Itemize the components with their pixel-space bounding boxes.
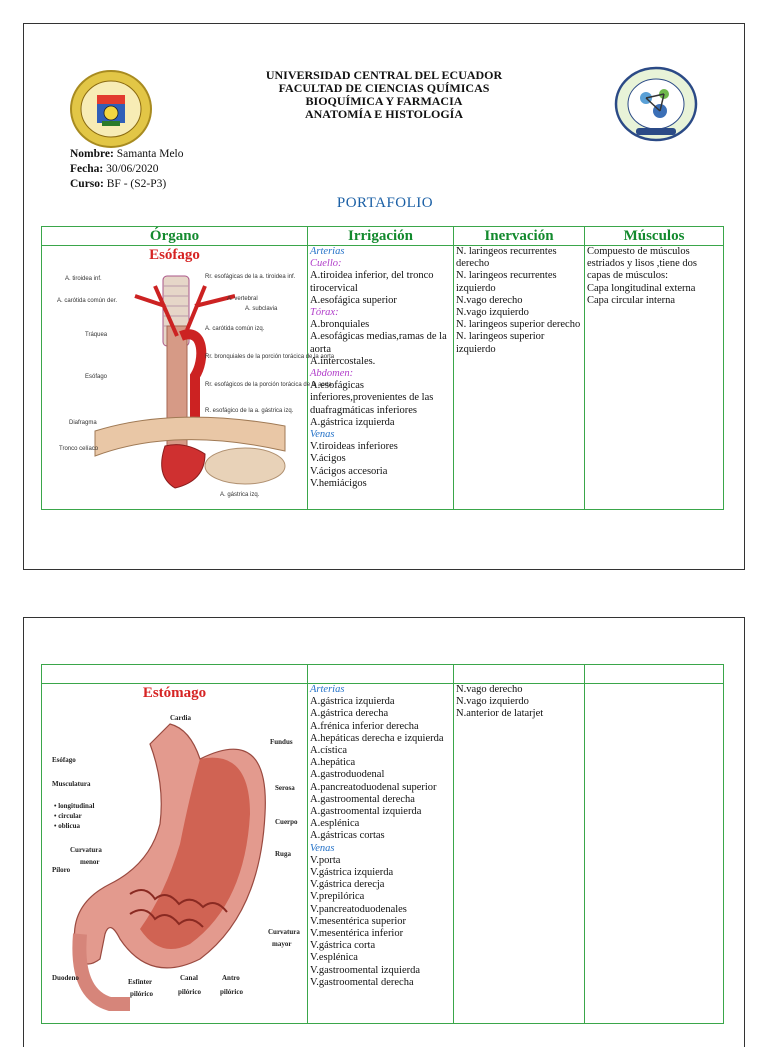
irrigacion-cell <box>308 684 454 1024</box>
label-diafragma: Diafragma <box>68 420 97 426</box>
musculos-item: Capa longitudinal externa <box>587 282 696 294</box>
irrigacion-item: A.gástrica izquierda <box>310 696 395 708</box>
inervacion-cell <box>454 246 585 510</box>
label-carotida-comun-der: A. carótida común der. <box>56 298 117 304</box>
label-canal: Canal <box>179 974 198 982</box>
irrigacion-item: V.gastroomental derecha <box>310 976 414 988</box>
col-header-musculos: Músculos <box>585 227 724 246</box>
label-esofagico-gastrica: R. esofágico de la a. gástrica izq. <box>204 408 293 414</box>
label-pilorico-b: pilórico <box>177 988 201 996</box>
label-cardia: Cardia <box>169 714 191 722</box>
student-info <box>70 147 184 192</box>
label-gastrica-izq: A. gástrica izq. <box>219 492 259 498</box>
inervacion-item: N.vago izquierdo <box>456 696 529 708</box>
irrigacion-item: V.pancreatoduodenales <box>310 903 407 915</box>
torax-heading: Tórax: <box>310 307 339 319</box>
name-label: Nombre: <box>70 148 114 160</box>
subject-name: ANATOMÍA E HISTOLOGÍA <box>304 107 464 121</box>
document-page-1 <box>23 23 745 570</box>
irrigacion-item: V.gástrica corta <box>310 940 376 952</box>
label-fundus: Fundus <box>269 738 293 746</box>
faculty-name: FACULTAD DE CIENCIAS QUÍMICAS <box>278 81 490 95</box>
irrigacion-item: A.tiroidea inferior, del tronco tirocervical <box>310 270 434 294</box>
irrigacion-item: V.mesentérica superior <box>310 915 407 927</box>
irrigacion-item: A.esofágicas medias,ramas de la aorta <box>310 331 447 355</box>
inervacion-item: N.anterior de latarjet <box>456 708 544 720</box>
cuello-heading: Cuello: <box>310 258 342 270</box>
label-esofago: Esófago <box>84 374 107 380</box>
inervacion-item: N.vago izquierdo <box>456 307 529 319</box>
musculos-item: Capa circular interna <box>587 294 676 306</box>
label-menor: menor <box>79 858 99 866</box>
irrigacion-item: A.gástricas cortas <box>310 830 385 842</box>
label-longitudinal: • longitudinal <box>53 802 94 810</box>
portfolio-title: PORTAFOLIO <box>336 195 434 211</box>
name-line <box>70 147 184 162</box>
inervacion-cell <box>454 684 585 1024</box>
organ-name: Esófago <box>149 247 200 263</box>
irrigacion-item: V.gastroomental izquierda <box>310 964 421 976</box>
label-r-esofagicas: Rr. esofágicas de la a. tiroidea inf. <box>204 274 295 280</box>
organ-table-esofago <box>41 226 724 510</box>
irrigacion-item: A.hepática <box>310 757 356 769</box>
irrigacion-item: A.hepáticas derecha e izquierda <box>310 732 444 744</box>
irrigacion-item: V.gástrica izquierda <box>310 867 394 879</box>
inervacion-item: N. laringeos recurrentes derecho <box>456 246 557 270</box>
irrigacion-item: A.gastroduodenal <box>310 769 385 781</box>
irrigacion-item: A.gastroomental derecha <box>310 793 415 805</box>
venas-heading: Venas <box>310 429 335 441</box>
inervacion-item: N. laringeos recurrentes izquierdo <box>456 270 557 294</box>
course-line <box>70 177 184 192</box>
stomach-illustration <box>50 704 300 1014</box>
label-ruga: Ruga <box>274 850 291 858</box>
course-value: BF - (S2-P3) <box>106 178 167 190</box>
irrigacion-cell <box>308 246 454 510</box>
irrigacion-item: A.gástrica derecha <box>310 708 389 720</box>
irrigacion-item: A.esofágicas inferiores,provenientes de las duafragmáticas inferiores <box>310 380 434 416</box>
label-curvatura-menor: Curvatura <box>69 846 102 854</box>
irrigacion-item: V.ácigos accesoria <box>310 465 388 477</box>
irrigacion-item: A.intercostales. <box>310 355 376 367</box>
label-tronco-celiaco: Tronco celíaco <box>58 446 98 452</box>
irrigacion-item: V.ácigos <box>310 453 346 465</box>
label-bronquiales: Rr. bronquiales de la porción torácica de la aorta <box>204 354 334 360</box>
irrigacion-item: V.gástrica derecja <box>310 879 385 891</box>
course-label: Curso: <box>70 178 104 190</box>
irrigacion-item: V.prepilórica <box>310 891 365 903</box>
label-pilorico-c: pilórico <box>219 988 243 996</box>
irrigacion-item: V.mesentérica inferior <box>310 928 404 940</box>
label-subclavia: A. subclavia <box>244 306 277 312</box>
irrigacion-item: A.bronquiales <box>310 319 370 331</box>
label-circular: • circular <box>53 812 82 820</box>
label-antro: Antro <box>221 974 240 982</box>
inervacion-item: N. laringeos superior derecho <box>456 319 581 331</box>
col-header-organo: Órgano <box>42 227 308 246</box>
irrigacion-item: V.porta <box>310 854 341 866</box>
musculos-item: Compuesto de músculos estriados y lisos ,tiene dos capas de músculos: <box>587 246 697 282</box>
irrigacion-item: V.tiroideas inferiores <box>310 441 398 453</box>
empty-cell <box>308 665 454 684</box>
label-curvatura-mayor: Curvatura <box>267 928 300 936</box>
university-seal-logo <box>69 69 153 149</box>
irrigacion-item: A.esplénica <box>310 818 360 830</box>
label-mayor: mayor <box>271 940 291 948</box>
inervacion-item: N. laringeos superior izquierdo <box>456 331 545 355</box>
label-traquea: Tráquea <box>84 332 107 338</box>
label-esfinter: Esfinter <box>127 978 152 986</box>
date-line <box>70 162 184 177</box>
irrigacion-item: V.hemiácigos <box>310 477 367 489</box>
irrigacion-item: A.esofágica superior <box>310 294 397 306</box>
irrigacion-item: V.esplénica <box>310 952 358 964</box>
irrigacion-item: A.gástrica izquierda <box>310 416 395 428</box>
organ-cell <box>42 684 308 1024</box>
university-name: UNIVERSIDAD CENTRAL DEL ECUADOR <box>265 68 503 82</box>
name-value: Samanta Melo <box>116 148 184 160</box>
col-header-inervacion: Inervación <box>454 227 585 246</box>
arterias-heading: Arterias <box>310 684 345 695</box>
empty-cell <box>585 665 724 684</box>
col-header-irrigacion: Irrigación <box>308 227 454 246</box>
inervacion-item: N.vago derecho <box>456 684 523 695</box>
organ-name: Estómago <box>142 685 207 701</box>
empty-cell <box>454 665 585 684</box>
document-header <box>214 69 554 121</box>
label-serosa: Serosa <box>274 784 295 792</box>
faculty-logo <box>614 66 698 146</box>
irrigacion-item: A.cística <box>310 745 348 757</box>
organ-table-estomago <box>41 664 724 1024</box>
label-carotida-izq: A. carótida común izq. <box>204 326 264 332</box>
inervacion-item: N.vago derecho <box>456 294 523 306</box>
label-vertebral: A. vertebral <box>226 296 258 302</box>
venas-heading: Venas <box>310 842 335 854</box>
label-oblicua: • oblicua <box>53 822 80 830</box>
label-musculatura: Musculatura <box>51 780 90 788</box>
musculos-cell <box>585 684 724 1024</box>
date-label: Fecha: <box>70 163 104 175</box>
label-pilorico-a: pilórico <box>129 990 153 998</box>
date-value: 30/06/2020 <box>106 163 159 175</box>
career-name: BIOQUÍMICA Y FARMACIA <box>305 94 463 108</box>
label-piloro: Píloro <box>51 866 70 874</box>
label-cuerpo: Cuerpo <box>274 818 298 826</box>
label-esofago: Esófago <box>51 756 76 764</box>
irrigacion-item: A.pancreatoduodenal superior <box>310 781 437 793</box>
irrigacion-item: A.gastroomental izquierda <box>310 806 422 818</box>
document-page-2 <box>23 617 745 1047</box>
musculos-cell <box>585 246 724 510</box>
label-esofagicos-aorta: Rr. esofágicos de la porción torácica de la aorta <box>204 382 332 388</box>
label-a-tiroidea: A. tiroidea inf. <box>64 276 102 282</box>
irrigacion-item: A.frénica inferior derecha <box>310 720 419 732</box>
abdomen-heading: Abdomen: <box>310 368 354 380</box>
label-duodeno: Duodeno <box>51 974 79 982</box>
empty-cell <box>42 665 308 684</box>
arterias-heading: Arterias <box>310 246 345 257</box>
